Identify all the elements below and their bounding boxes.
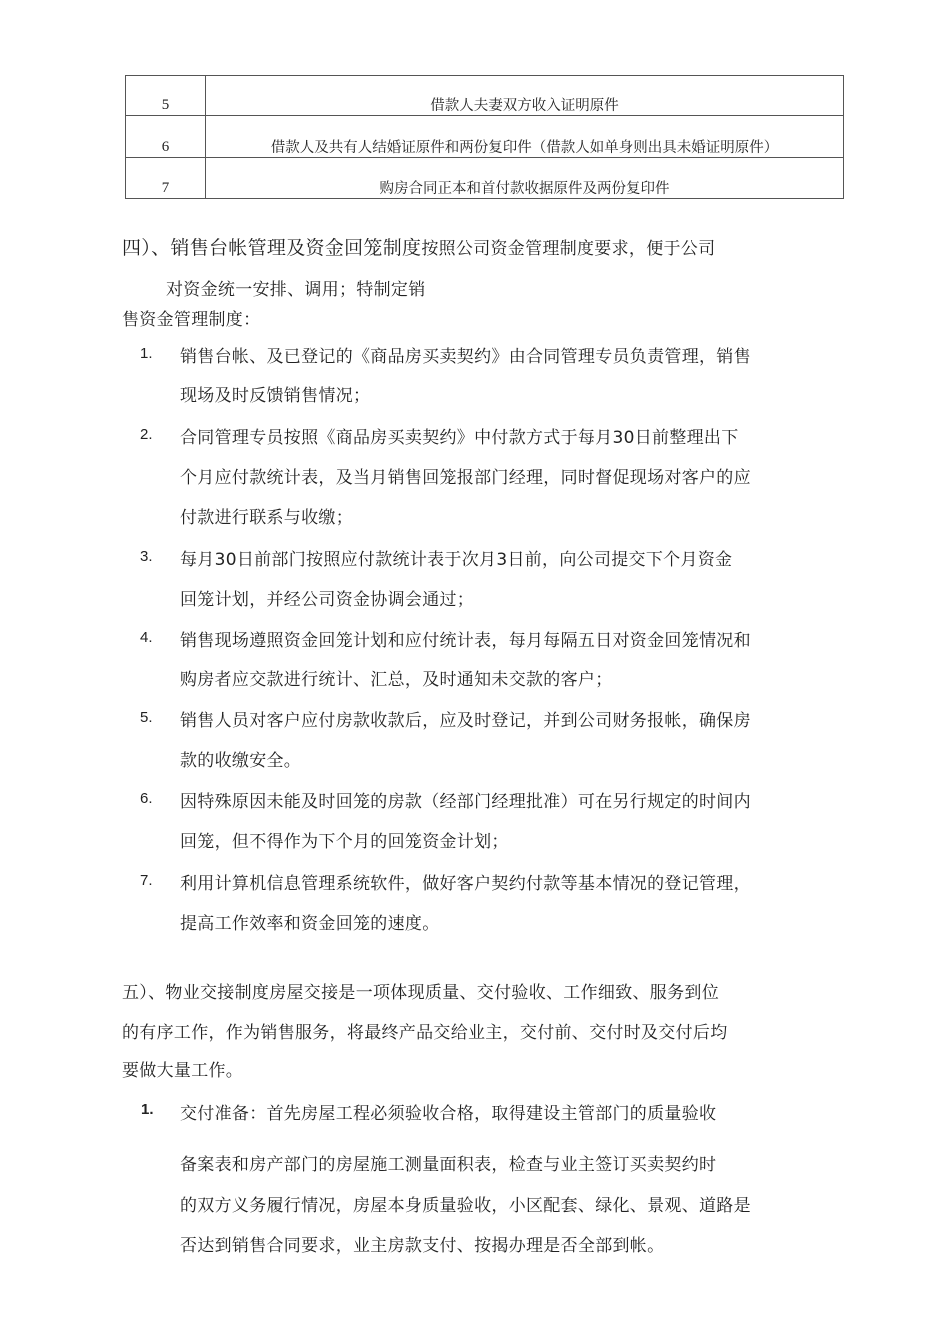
table-row [126, 116, 844, 158]
table-row [126, 76, 844, 116]
list-item-line: 每月30日前部门按照应付款统计表于次月3日前，向公司提交下个月资金 [180, 550, 733, 570]
list-item-line: 销售人员对客户应付房款收款后，应及时登记，并到公司财务报帐，确保房 [180, 711, 751, 731]
section4-intro-line2: 对资金统一安排、调用；特制定销 [166, 280, 426, 300]
list-item-line: 销售现场遵照资金回笼计划和应付统计表，每月每隔五日对资金回笼情况和 [180, 631, 751, 651]
section4-intro-line3: 售资金管理制度： [122, 310, 261, 330]
section5-line: 五）、物业交接制度房屋交接是一项体现质量、交付验收、工作细致、服务到位 [122, 983, 719, 1003]
section5-line: 的有序工作，作为销售服务，将最终产品交给业主，交付前、交付时及交付后均 [122, 1023, 728, 1043]
list-item-line: 合同管理专员按照《商品房买卖契约》中付款方式于每月30日前整理出下 [180, 428, 739, 448]
list-item-line: 因特殊原因未能及时回笼的房款（经部门经理批准）可在另行规定的时间内 [180, 792, 751, 812]
list-item-line: 回笼计划，并经公司资金协调会通过； [180, 590, 475, 610]
list-item-line: 提高工作效率和资金回笼的速度。 [180, 914, 440, 934]
list-item-line: 备案表和房产部门的房屋施工测量面积表，检查与业主签订买卖契约时 [180, 1155, 717, 1175]
list-item-line: 付款进行联系与收缴； [180, 508, 353, 528]
row-text: 借款人及共有人结婚证原件和两份复印件（借款人如单身则出具未婚证明原件） [206, 116, 844, 158]
row-number: 5 [126, 76, 206, 116]
section4-heading-line [122, 233, 715, 260]
document-table [125, 75, 844, 199]
list-item-line: 销售台帐、及已登记的《商品房买卖契约》由合同管理专员负责管理，销售 [180, 347, 751, 367]
list-item-line: 款的收缴安全。 [180, 751, 302, 771]
list-item-line: 个月应付款统计表，及当月销售回笼报部门经理，同时督促现场对客户的应 [180, 468, 751, 488]
list-item-line: 利用计算机信息管理系统软件，做好客户契约付款等基本情况的登记管理， [180, 874, 751, 894]
list-item-number: 1. [141, 1101, 154, 1118]
row-number: 7 [126, 158, 206, 199]
section4-intro: 按照公司资金管理制度要求，便于公司 [421, 239, 716, 259]
section5-line: 要做大量工作。 [122, 1061, 244, 1081]
list-item-number: 2. [140, 426, 153, 443]
section4-heading: 四）、销售台帐管理及资金回笼制度 [122, 237, 422, 259]
list-item-line: 现场及时反馈销售情况； [180, 386, 371, 406]
row-text: 购房合同正本和首付款收据原件及两份复印件 [206, 158, 844, 199]
row-number: 6 [126, 116, 206, 158]
list-item-number: 6. [140, 790, 153, 807]
list-item-line: 否达到销售合同要求，业主房款支付、按揭办理是否全部到帐。 [180, 1236, 665, 1256]
list-item-line: 购房者应交款进行统计、汇总，及时通知未交款的客户； [180, 670, 613, 690]
list-item-number: 1. [140, 345, 153, 362]
list-item-line: 的双方义务履行情况，房屋本身质量验收，小区配套、绿化、景观、道路是 [180, 1196, 751, 1216]
list-item-number: 7. [140, 872, 153, 889]
row-text: 借款人夫妻双方收入证明原件 [206, 76, 844, 116]
list-item-number: 5. [140, 709, 153, 726]
list-item-line: 交付准备：首先房屋工程必须验收合格，取得建设主管部门的质量验收 [180, 1104, 717, 1124]
list-item-line: 回笼，但不得作为下个月的回笼资金计划； [180, 832, 509, 852]
list-item-number: 3. [140, 548, 153, 565]
table-row [126, 158, 844, 199]
list-item-number: 4. [140, 629, 153, 646]
